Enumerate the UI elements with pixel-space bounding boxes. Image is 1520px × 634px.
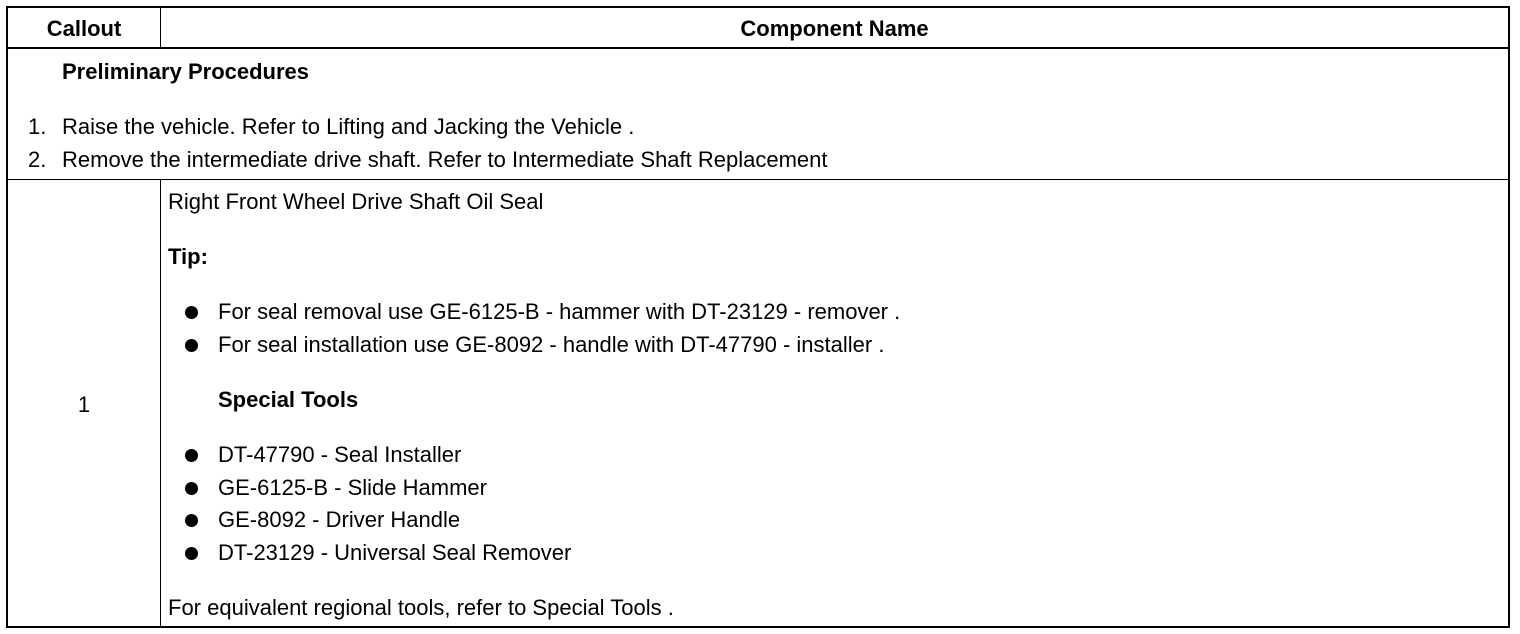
bullet-icon <box>185 482 198 495</box>
component-name: Right Front Wheel Drive Shaft Oil Seal <box>168 189 544 214</box>
procedure-table <box>6 6 1510 628</box>
header-component-name: Component Name <box>740 16 929 41</box>
tip-label: Tip: <box>168 244 208 269</box>
preliminary-title: Preliminary Procedures <box>62 59 310 84</box>
step-number-2: 2. <box>28 147 47 172</box>
bullet-icon <box>185 339 198 352</box>
bullet-icon <box>185 306 198 319</box>
special-tool-2: GE-6125-B - Slide Hammer <box>218 475 487 500</box>
special-tool-4: DT-23129 - Universal Seal Remover <box>218 540 572 565</box>
special-tool-3: GE-8092 - Driver Handle <box>218 507 461 532</box>
step-text-1: Raise the vehicle. Refer to Lifting and Jacking the Vehicle . <box>62 114 635 139</box>
callout-number: 1 <box>77 392 91 417</box>
bullet-icon <box>185 547 198 560</box>
tip-item-1: For seal removal use GE-6125-B - hammer with DT-23129 - remover . <box>218 299 901 324</box>
step-text-2: Remove the intermediate drive shaft. Refer to Intermediate Shaft Replacement <box>62 147 828 172</box>
regional-tools-note: For equivalent regional tools, refer to Special Tools . <box>168 595 674 620</box>
step-number-1: 1. <box>28 114 47 139</box>
special-tool-1: DT-47790 - Seal Installer <box>218 442 462 467</box>
bullet-icon <box>185 449 198 462</box>
header-divider <box>8 47 1508 49</box>
bullet-icon <box>185 514 198 527</box>
tip-item-2: For seal installation use GE-8092 - handle with DT-47790 - installer . <box>218 332 885 357</box>
special-tools-title: Special Tools <box>218 387 359 412</box>
preliminary-divider <box>8 179 1508 180</box>
row-column-divider <box>160 179 161 626</box>
header-callout: Callout <box>46 16 122 41</box>
